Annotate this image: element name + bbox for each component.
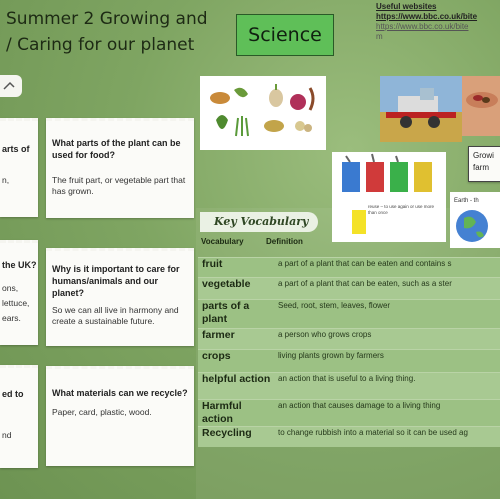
vocab-row bbox=[198, 372, 500, 400]
reuse-note: reuse – to use again or use more than once bbox=[368, 204, 435, 215]
vocab-row bbox=[198, 257, 500, 278]
earth-note: Earth - th bbox=[454, 198, 479, 204]
page-title bbox=[6, 6, 216, 58]
key-vocabulary-banner: Key Vocabulary bbox=[200, 212, 318, 232]
vocab-definition: an action that causes damage to a living thing bbox=[278, 401, 441, 410]
vocab-definition: to change rubbish into a material so it can be used ag bbox=[278, 428, 468, 437]
growing-note bbox=[468, 146, 500, 182]
vocab-row bbox=[198, 299, 500, 329]
vocab-definition: an action that is useful to a living thing. bbox=[278, 374, 416, 383]
vocab-term: farmer bbox=[202, 329, 235, 341]
vocab-definition: a person who grows crops bbox=[278, 330, 372, 339]
card-care bbox=[46, 248, 194, 346]
vocab-definition: a part of a plant that can be eaten, such as a ster bbox=[278, 279, 452, 288]
title-line-2: / Caring for our planet bbox=[6, 35, 195, 55]
vocab-row bbox=[198, 328, 500, 350]
card-food bbox=[46, 118, 194, 218]
vocab-row bbox=[198, 426, 500, 447]
card-left-1-answer: n, bbox=[2, 175, 10, 185]
vocab-term: fruit bbox=[202, 258, 223, 270]
card-left-3-answer: nd bbox=[2, 430, 12, 440]
vocab-col-definition: Definition bbox=[266, 237, 303, 246]
seeds-hand-image bbox=[462, 76, 500, 136]
card-left-1-question: arts of bbox=[2, 144, 30, 154]
subject-box bbox=[236, 14, 334, 56]
card-care-question: Why is it important to care for humans/animals and our planet? bbox=[52, 264, 180, 298]
vocab-term: parts of a plant bbox=[202, 300, 250, 325]
recycling-bins-illustration bbox=[332, 152, 446, 212]
card-food-answer: The fruit part, or vegetable part that has grown. bbox=[52, 175, 186, 196]
farm-label: farm bbox=[473, 163, 489, 172]
vocab-term: Harmful action bbox=[202, 400, 242, 425]
vocab-col-vocabulary: Vocabulary bbox=[201, 237, 244, 246]
useful-websites bbox=[376, 2, 500, 42]
card-recycle-answer: Paper, card, plastic, wood. bbox=[52, 407, 152, 417]
subject-label: Science bbox=[248, 24, 322, 46]
tab-arrow-icon bbox=[0, 75, 22, 97]
card-left-1 bbox=[0, 118, 38, 217]
vocab-row bbox=[198, 277, 500, 300]
vocab-row bbox=[198, 349, 500, 373]
card-left-2-answer-1: ons, bbox=[2, 283, 19, 293]
website-link-2[interactable]: https://www.bbc.co.uk/bite bbox=[376, 22, 469, 31]
vocab-term: helpful action bbox=[202, 373, 271, 385]
vocab-definition: living plants grown by farmers bbox=[278, 351, 384, 360]
title-line-1: Summer 2 Growing and bbox=[6, 9, 208, 29]
vocab-definition: Seed, root, stem, leaves, flower bbox=[278, 301, 391, 310]
vocab-term: crops bbox=[202, 350, 231, 362]
harvester-image bbox=[380, 76, 462, 142]
vocab-row bbox=[198, 399, 500, 427]
vocab-term: vegetable bbox=[202, 278, 251, 290]
plant-parts-illustration bbox=[200, 76, 326, 150]
card-left-2 bbox=[0, 240, 38, 345]
harvester-illustration bbox=[380, 76, 462, 142]
useful-websites-heading: Useful websites bbox=[376, 2, 437, 11]
card-recycle bbox=[46, 366, 194, 466]
card-left-2-answer-3: ears. bbox=[2, 313, 21, 323]
card-left-2-answer-2: lettuce, bbox=[2, 298, 30, 308]
website-link-2-tail: m bbox=[376, 32, 383, 41]
vocab-definition: a part of a plant that can be eaten and contains s bbox=[278, 259, 452, 268]
website-link-1[interactable]: https://www.bbc.co.uk/bite bbox=[376, 12, 478, 21]
card-left-3 bbox=[0, 365, 38, 468]
card-left-2-question: the UK? bbox=[2, 260, 37, 270]
seeds-illustration bbox=[462, 76, 500, 136]
card-food-question: What parts of the plant can be used for food? bbox=[52, 138, 181, 160]
growing-label: Growi bbox=[473, 151, 494, 160]
card-care-answer: So we can all live in harmony and create a sustainable future. bbox=[52, 305, 179, 326]
section-tab bbox=[0, 75, 22, 97]
plant-parts-image bbox=[200, 76, 326, 150]
vocab-term: Recycling bbox=[202, 427, 252, 439]
card-left-3-question: ed to bbox=[2, 389, 24, 399]
card-recycle-question: What materials can we recycle? bbox=[52, 388, 188, 398]
